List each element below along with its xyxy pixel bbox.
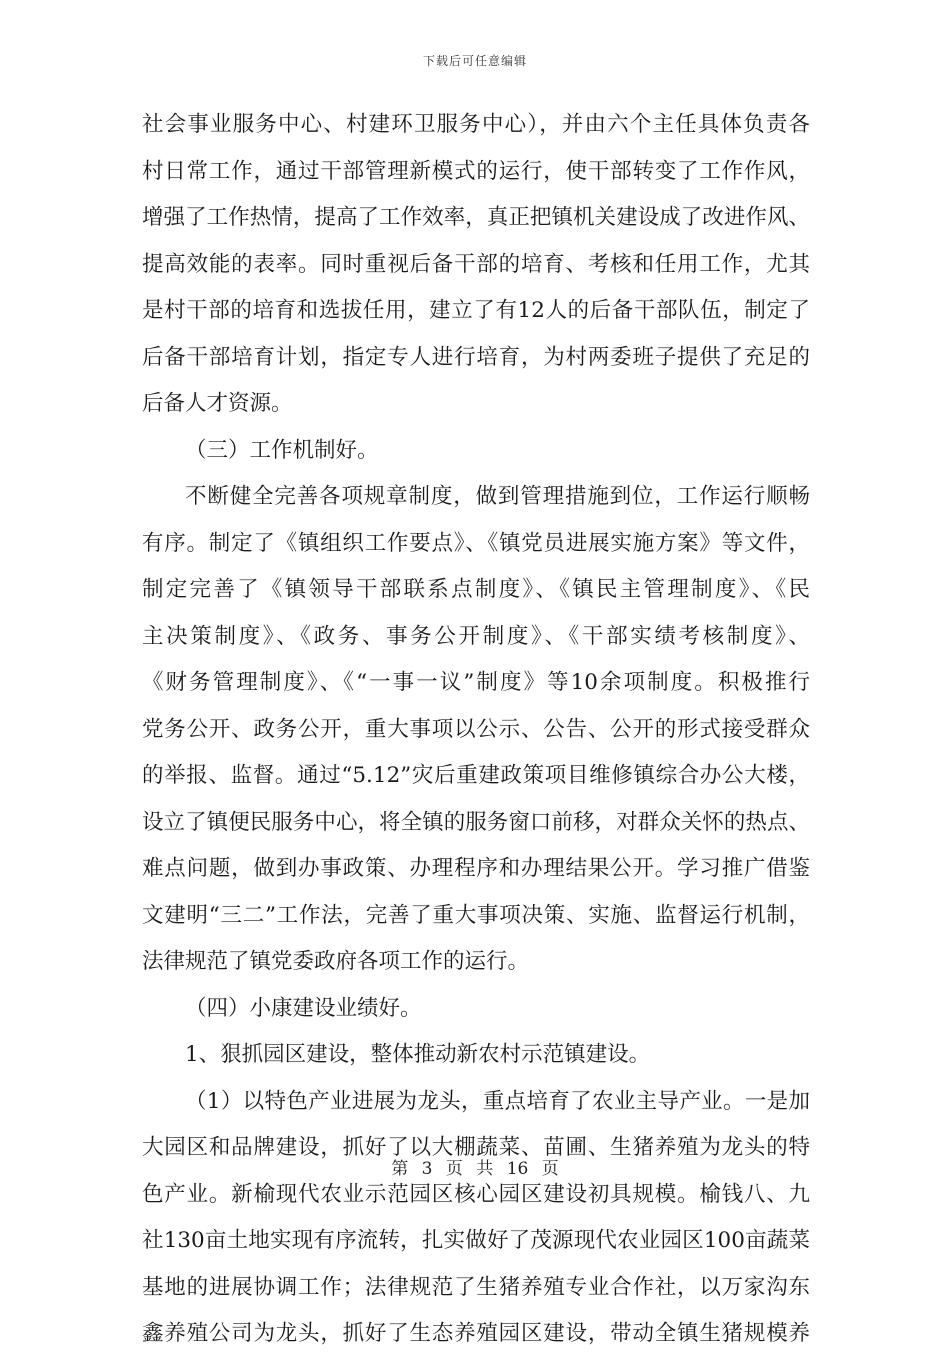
page-number: 第 3 页 共 16 页 bbox=[391, 1159, 559, 1179]
text-line: 鑫养殖公司为龙头，抓好了生态养殖园区建设，带动全镇生猪规模养 bbox=[142, 1321, 810, 1346]
text-line: 大园区和品牌建设，抓好了以大棚蔬菜、苗圃、生猪养殖为龙头的特 bbox=[142, 1135, 810, 1160]
text-line: 有序。制定了《镇组织工作要点》、《镇党员进展实施方案》等文件， bbox=[142, 530, 810, 556]
section-heading: （四）小康建设业绩好。 bbox=[185, 995, 422, 1021]
text-line: 社130亩土地实现有序流转，扎实做好了茂源现代农业园区100亩蔬菜 bbox=[142, 1228, 810, 1253]
text-line: 增强了工作热情，提高了工作效率，真正把镇机关建设成了改进作风、 bbox=[142, 205, 810, 230]
page-header: 下载后可任意编辑 bbox=[422, 54, 527, 68]
text-line: 主决策制度》、《政务、事务公开制度》、《干部实绩考核制度》、 bbox=[142, 623, 810, 649]
text-line: 的举报、监督。通过“5.12”灾后重建政策项目维修镇综合办公大楼， bbox=[142, 763, 810, 788]
text-line: 色产业。新榆现代农业示范园区核心园区建设初具规模。榆钱八、九 bbox=[142, 1181, 810, 1207]
text-line: 社会事业服务中心、村建环卫服务中心），并由六个主任具体负责各 bbox=[142, 112, 810, 137]
text-line: 后备人才资源。 bbox=[142, 391, 293, 416]
text-line: 基地的进展协调工作；法律规范了生猪养殖专业合作社，以万家沟东 bbox=[142, 1274, 810, 1300]
text-line: 设立了镇便民服务中心，将全镇的服务窗口前移，对群众关怀的热点、 bbox=[142, 809, 810, 835]
text-line: 后备干部培育计划，指定专人进行培育，为村两委班子提供了充足的 bbox=[142, 344, 810, 370]
text-line: 党务公开、政务公开，重大事项以公示、公告、公开的形式接受群众 bbox=[142, 716, 810, 742]
text-line: 文建明“三二”工作法，完善了重大事项决策、实施、监督运行机制， bbox=[142, 902, 810, 928]
text-line: 不断健全完善各项规章制度，做到管理措施到位，工作运行顺畅 bbox=[185, 484, 810, 509]
text-line: 是村干部的培育和选拔任用，建立了有12人的后备干部队伍，制定了 bbox=[142, 298, 810, 323]
section-heading: （三）工作机制好。 bbox=[185, 437, 379, 463]
text-line: 提高效能的表率。同时重视后备干部的培育、考核和任用工作，尤其 bbox=[142, 251, 810, 277]
text-line: 《财务管理制度》、《“一事一议”制度》等10余项制度。积极推行 bbox=[142, 670, 810, 695]
text-line: 村日常工作，通过干部管理新模式的运行，使干部转变了工作作风， bbox=[142, 158, 810, 184]
text-line: 法律规范了镇党委政府各项工作的运行。 bbox=[142, 949, 530, 974]
text-line: 难点问题，做到办事政策、办理程序和办理结果公开。学习推广借鉴 bbox=[142, 856, 810, 881]
text-line: （1）以特色产业进展为龙头，重点培育了农业主导产业。一是加 bbox=[185, 1088, 810, 1114]
subsection-heading: 1、狠抓园区建设，整体推动新农村示范镇建设。 bbox=[185, 1042, 651, 1067]
text-line: 制定完善了《镇领导干部联系点制度》、《镇民主管理制度》、《民 bbox=[142, 577, 810, 602]
